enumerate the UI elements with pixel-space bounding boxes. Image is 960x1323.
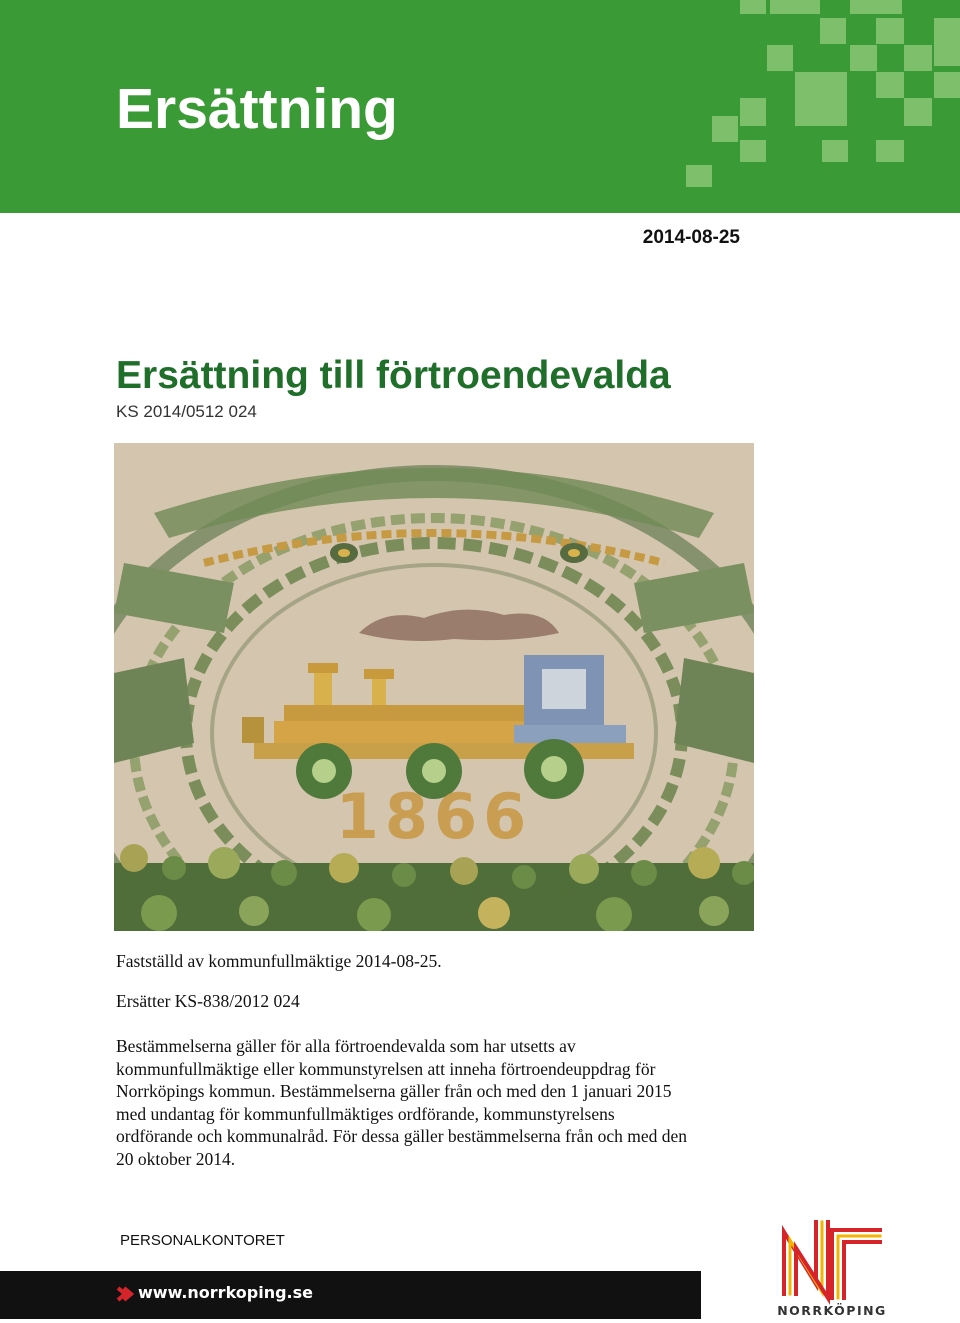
document-reference: KS 2014/0512 024 xyxy=(116,402,257,421)
decor-square xyxy=(740,140,766,162)
header-title: Ersättning xyxy=(116,77,398,141)
replaces-line: Ersätter KS-838/2012 024 xyxy=(116,991,300,1011)
decor-square xyxy=(850,0,902,14)
decor-square xyxy=(767,45,793,71)
decor-square xyxy=(876,72,904,98)
paragraph-line: med undantag för kommunfullmäktiges ordförande, kommunstyrelsens xyxy=(116,1103,615,1124)
decor-square xyxy=(740,0,766,14)
document-date: 2014-08-25 xyxy=(642,227,740,248)
decor-square xyxy=(795,72,847,98)
arrow-right-icon xyxy=(116,1284,134,1304)
decor-square xyxy=(795,98,847,126)
decor-square xyxy=(850,45,877,71)
decor-square xyxy=(934,18,960,66)
decor-square xyxy=(740,98,766,126)
decor-square xyxy=(904,98,932,126)
scope-paragraph xyxy=(116,1035,766,1170)
header-band xyxy=(0,0,960,213)
decor-square xyxy=(820,18,846,44)
website-link[interactable]: www.norrkoping.se xyxy=(138,1283,313,1302)
decor-square xyxy=(904,45,932,71)
department-label: PERSONALKONTORET xyxy=(120,1232,285,1249)
decor-square xyxy=(686,165,712,187)
paragraph-line: Norrköpings kommun. Bestämmelserna gäller från och med den 1 januari 2015 xyxy=(116,1081,672,1101)
paragraph-line: 20 oktober 2014. xyxy=(116,1148,236,1169)
decor-square xyxy=(876,140,904,162)
decor-square xyxy=(822,140,848,162)
decor-square xyxy=(770,0,820,14)
logo-wordmark: NORRKÖPING xyxy=(777,1303,887,1318)
decor-square xyxy=(712,116,738,142)
flowerbed-year: 1866 xyxy=(335,780,533,853)
paragraph-line: ordförande och kommunalråd. För dessa gäller bestämmelserna från och med den xyxy=(116,1126,687,1146)
document-title: Ersättning till förtroendevalda xyxy=(116,354,671,397)
cover-photo-flowerbed xyxy=(114,443,754,931)
decor-square xyxy=(934,72,960,98)
paragraph-line: kommunfullmäktige eller kommunstyrelsen att inneha förtroendeuppdrag för xyxy=(116,1058,656,1079)
decor-square xyxy=(876,18,904,44)
paragraph-line: Bestämmelserna gäller för alla förtroendevalda som har utsetts av xyxy=(116,1036,576,1056)
footer-bar xyxy=(0,1271,701,1319)
adopted-line: Fastställd av kommunfullmäktige 2014-08-25. xyxy=(116,951,442,971)
